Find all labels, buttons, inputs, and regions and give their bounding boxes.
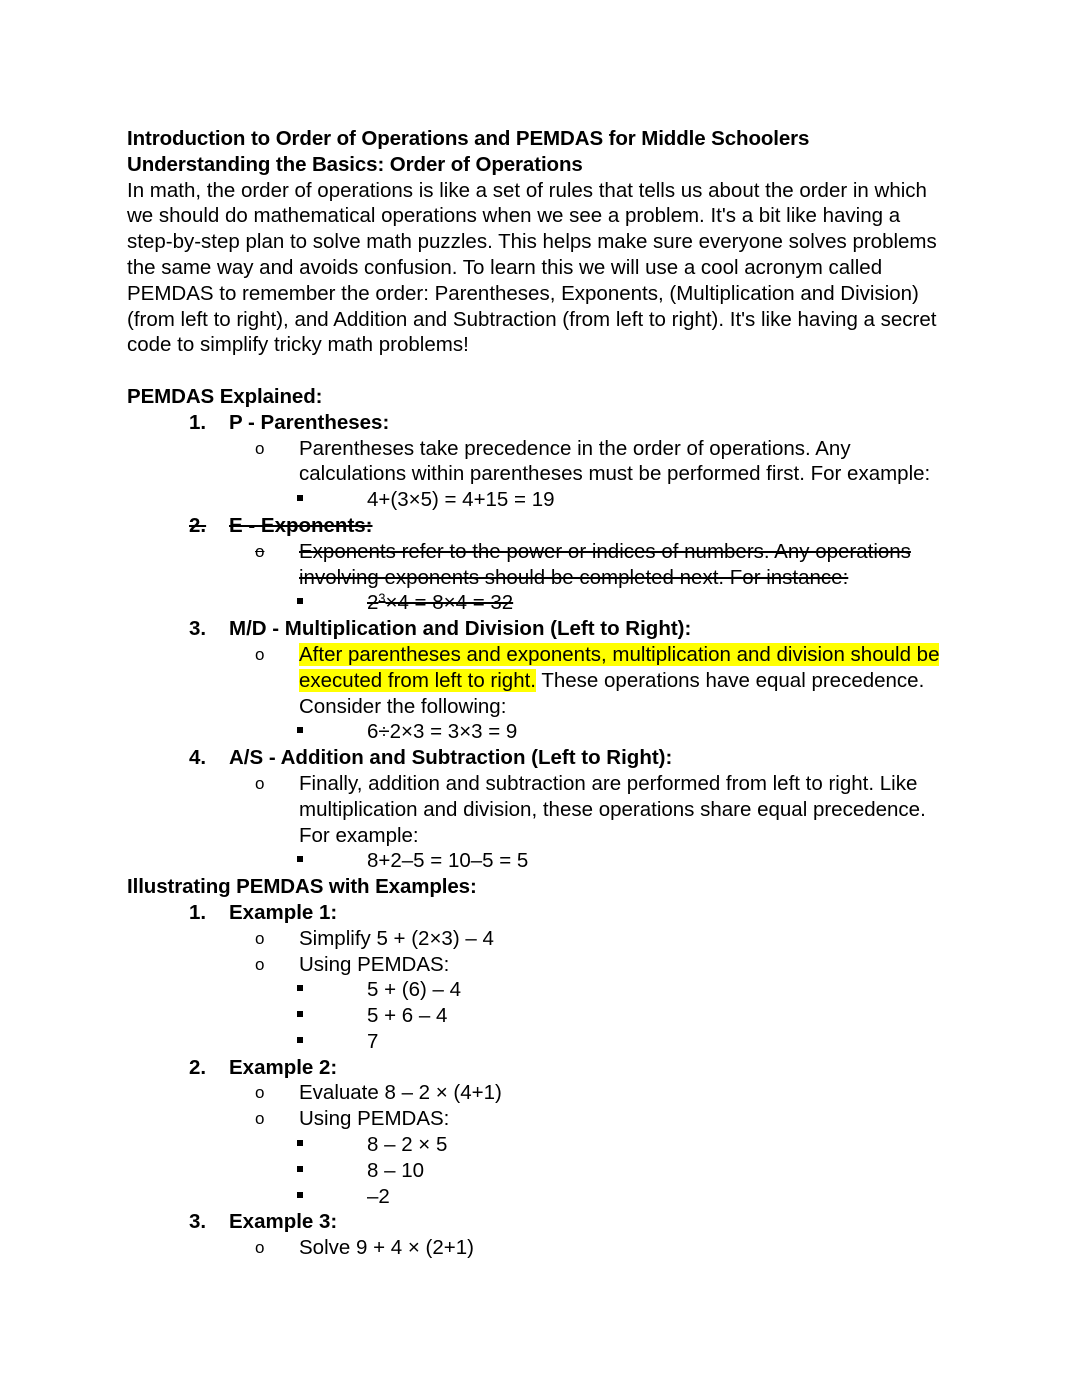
list-marker-circle: o bbox=[255, 541, 265, 561]
pemdas-exponents-title: E - Exponents: bbox=[229, 513, 373, 537]
list-item-pemdas-exponents-deleted bbox=[127, 513, 950, 539]
multiplication-division-description-text bbox=[299, 642, 950, 719]
list-item-example-2-step bbox=[127, 1184, 950, 1210]
list-marker-square bbox=[297, 1132, 303, 1158]
list-item-parentheses-example bbox=[127, 487, 950, 513]
list-marker-square bbox=[297, 1003, 303, 1029]
list-marker-number: 4. bbox=[189, 746, 207, 770]
example-1-step-text: 5 + (6) – 4 bbox=[367, 978, 462, 1002]
addition-subtraction-description-text: Finally, addition and subtraction are performed from left to right. Like multiplication and division, these operations share equal precedence. For example: bbox=[299, 771, 926, 847]
list-marker-circle: o bbox=[255, 644, 265, 664]
parentheses-example-text: 4+(3×5) = 4+15 = 19 bbox=[367, 488, 555, 512]
example-2-using-label-text: Using PEMDAS: bbox=[299, 1107, 450, 1131]
list-item-example-1 bbox=[127, 900, 950, 926]
list-marker-square bbox=[297, 848, 303, 874]
list-item-example-2-step bbox=[127, 1158, 950, 1184]
list-item-example-1-step bbox=[127, 1029, 950, 1055]
list-marker-circle: o bbox=[255, 928, 265, 948]
list-item-pemdas-parentheses bbox=[127, 410, 950, 436]
parentheses-description-text: Parentheses take precedence in the order of operations. Any calculations within parentheses must be performed first. For example: bbox=[299, 436, 931, 486]
list-item-pemdas-addition-subtraction bbox=[127, 745, 950, 771]
list-marker-circle: o bbox=[255, 954, 265, 974]
list-marker-square bbox=[297, 1029, 303, 1055]
example-2-title: Example 2: bbox=[229, 1055, 338, 1079]
example-2-step-text: –2 bbox=[367, 1184, 390, 1208]
list-item-example-3 bbox=[127, 1209, 950, 1235]
exponents-example-rest: ×4 = 8×4 = 32 bbox=[385, 591, 514, 615]
list-item-exponents-description-deleted bbox=[127, 539, 950, 591]
list-item-example-1-step bbox=[127, 977, 950, 1003]
multiplication-division-description-rest: These operations have equal precedence. Consider the following: bbox=[299, 668, 925, 718]
document-title-line-2: Understanding the Basics: Order of Operations bbox=[127, 152, 583, 176]
exponents-example-base: 2 bbox=[367, 591, 379, 615]
section-heading-pemdas-explained: PEMDAS Explained: bbox=[127, 384, 323, 408]
list-marker-square bbox=[297, 719, 303, 745]
list-marker-square bbox=[297, 1184, 303, 1210]
list-marker-circle: o bbox=[255, 773, 265, 793]
list-item-addition-subtraction-example bbox=[127, 848, 950, 874]
list-marker-circle: o bbox=[255, 438, 265, 458]
list-item-example-3-prompt bbox=[127, 1235, 950, 1261]
example-1-step-text: 5 + 6 – 4 bbox=[367, 1004, 448, 1028]
example-1-title: Example 1: bbox=[229, 900, 338, 924]
list-marker-square bbox=[297, 590, 303, 616]
list-marker-number: 2. bbox=[189, 1055, 207, 1079]
list-item-example-1-using-label bbox=[127, 952, 950, 978]
list-item-multiplication-division-example bbox=[127, 719, 950, 745]
paragraph-spacer bbox=[127, 358, 950, 384]
list-marker-number: 1. bbox=[189, 410, 207, 434]
pemdas-addition-subtraction-title: A/S - Addition and Subtraction (Left to Right): bbox=[229, 746, 673, 770]
list-item-exponents-example-deleted bbox=[127, 590, 950, 616]
list-marker-circle: o bbox=[255, 1109, 265, 1129]
example-1-prompt-text: Simplify 5 + (2×3) – 4 bbox=[299, 926, 494, 950]
list-item-parentheses-description bbox=[127, 436, 950, 488]
example-3-prompt-text: Solve 9 + 4 × (2+1) bbox=[299, 1236, 474, 1260]
exponents-example-exponent: 3 bbox=[378, 590, 386, 606]
example-2-step-text: 8 – 2 × 5 bbox=[367, 1133, 448, 1157]
list-marker-number: 3. bbox=[189, 617, 207, 641]
list-item-pemdas-multiplication-division bbox=[127, 616, 950, 642]
exponents-description-text: Exponents refer to the power or indices of numbers. Any operations involving exponents should be completed next. For instance: bbox=[299, 539, 911, 589]
example-2-prompt-text: Evaluate 8 – 2 × (4+1) bbox=[299, 1081, 502, 1105]
intro-paragraph: In math, the order of operations is like a set of rules that tells us about the order in which we should do mathematical operations when we see a problem. It's a bit like having a step-by-step plan to solve math puzzles. This helps make sure everyone solves problems the same way and avoids confusion. To learn this we will use a cool acronym called PEMDAS to remember the order: Parentheses, Exponents, (Multiplication and Division) (from left to right), and Addition and Subtraction (from left to right). It's like having a secret code to simplify tricky math problems! bbox=[127, 178, 937, 357]
addition-subtraction-example-text: 8+2–5 = 10–5 = 5 bbox=[367, 849, 529, 873]
list-marker-square bbox=[297, 487, 303, 513]
document-body bbox=[127, 126, 950, 1261]
list-item-example-1-step bbox=[127, 1003, 950, 1029]
exponents-example-text bbox=[367, 590, 950, 616]
example-1-using-label-text: Using PEMDAS: bbox=[299, 952, 450, 976]
list-item-example-2-using-label bbox=[127, 1106, 950, 1132]
document-title-line-1: Introduction to Order of Operations and PEMDAS for Middle Schoolers bbox=[127, 127, 810, 150]
list-item-example-2-step bbox=[127, 1132, 950, 1158]
list-marker-number: 1. bbox=[189, 900, 207, 924]
list-item-example-2-prompt bbox=[127, 1080, 950, 1106]
example-3-title: Example 3: bbox=[229, 1210, 338, 1234]
pemdas-multiplication-division-title: M/D - Multiplication and Division (Left to Right): bbox=[229, 617, 692, 641]
highlighted-text: After parentheses and exponents, multiplication and division should be executed from left to right. bbox=[299, 642, 940, 692]
list-item-multiplication-division-description bbox=[127, 642, 950, 719]
multiplication-division-example-text: 6÷2×3 = 3×3 = 9 bbox=[367, 720, 518, 744]
list-marker-number: 2. bbox=[189, 513, 207, 537]
list-item-example-1-prompt bbox=[127, 926, 950, 952]
section-heading-illustrating-examples: Illustrating PEMDAS with Examples: bbox=[127, 875, 477, 899]
list-marker-square bbox=[297, 1158, 303, 1184]
list-item-addition-subtraction-description bbox=[127, 771, 950, 848]
list-marker-square bbox=[297, 977, 303, 1003]
example-1-step-text: 7 bbox=[367, 1029, 379, 1053]
list-item-example-2 bbox=[127, 1055, 950, 1081]
list-marker-circle: o bbox=[255, 1238, 265, 1258]
list-marker-number: 3. bbox=[189, 1210, 207, 1234]
list-marker-circle: o bbox=[255, 1083, 265, 1103]
example-2-step-text: 8 – 10 bbox=[367, 1158, 424, 1182]
pemdas-parentheses-title: P - Parentheses: bbox=[229, 410, 390, 434]
